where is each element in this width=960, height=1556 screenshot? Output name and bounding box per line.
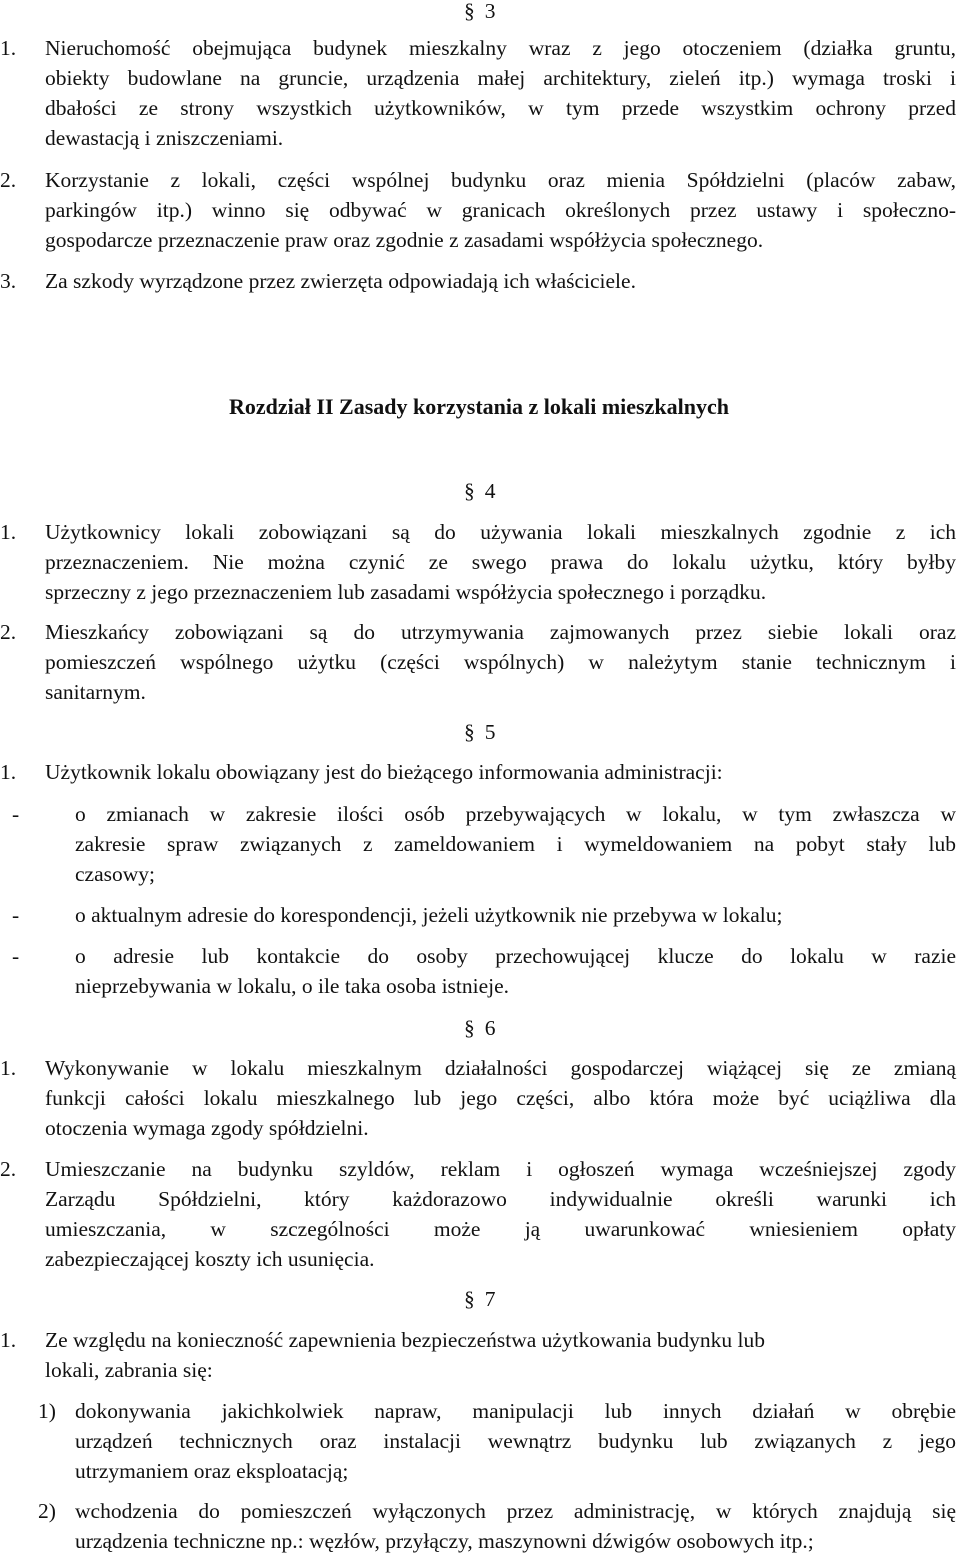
item-number: 2.	[0, 1157, 17, 1181]
text-line: o adresie lub kontakcie do osoby przechowującej klucze do lokalu w razie	[75, 944, 956, 968]
section-symbol: §	[464, 1016, 475, 1040]
text-line: gospodarcze przeznaczenie praw oraz zgodnie z zasadami współżycia społecznego.	[45, 228, 764, 252]
text-line: funkcji całości lokalu mieszkalnego lub jego części, albo która może być uciążliwa dla	[45, 1086, 956, 1110]
section-number: 3	[484, 0, 496, 23]
text-line: Użytkownicy lokali zobowiązani są do używania lokali mieszkalnych zgodnie z ich	[45, 520, 956, 544]
text-line: Ze względu na konieczność zapewnienia bezpieczeństwa użytkowania budynku lub	[45, 1328, 765, 1352]
text-line: urządzenia techniczne np.: węzłów, przyłączy, maszynowni dźwigów osobowych itp.;	[75, 1529, 814, 1553]
section-symbol: §	[464, 0, 475, 23]
text-line: przeznaczeniem. Nie można czynić ze swego prawa do lokalu użytku, który byłby	[45, 550, 956, 574]
section-symbol: §	[464, 1287, 475, 1311]
section-heading-4	[464, 476, 496, 506]
item-number: 2.	[0, 620, 17, 644]
item-number: 1.	[0, 1056, 17, 1080]
text-line: Wykonywanie w lokalu mieszkalnym działalności gospodarczej wiążącej się ze zmianą	[45, 1056, 956, 1080]
section-heading-5	[464, 717, 496, 747]
section-number: 4	[484, 479, 496, 503]
section-symbol: §	[464, 720, 475, 744]
dash-bullet: -	[12, 802, 20, 826]
text-line: sanitarnym.	[45, 680, 146, 704]
dash-bullet: -	[12, 944, 20, 968]
text-line: obiekty budowlane na gruncie, urządzenia małej architektury, zieleń itp.) wymaga troski i	[45, 66, 956, 90]
text-line: dbałości ze strony wszystkich użytkowników, w tym przede wszystkim ochrony przed	[45, 96, 956, 120]
chapter-heading: Rozdział II Zasady korzystania z lokali mieszkalnych	[229, 394, 729, 419]
text-line: dokonywania jakichkolwiek napraw, manipulacji lub innych działań w obrębie	[75, 1399, 956, 1423]
text-line: Użytkownik lokalu obowiązany jest do bieżącego informowania administracji:	[45, 760, 723, 784]
section-symbol: §	[464, 479, 475, 503]
text-line: Za szkody wyrządzone przez zwierzęta odpowiadają ich właściciele.	[45, 269, 636, 293]
text-line: wchodzenia do pomieszczeń wyłączonych przez administrację, w których znajdują się	[75, 1499, 956, 1523]
text-line: dewastacją i zniszczeniami.	[45, 126, 284, 150]
section-number: 7	[484, 1287, 496, 1311]
item-number: 1.	[0, 1328, 17, 1352]
text-line: czasowy;	[75, 862, 155, 886]
section-number: 6	[484, 1016, 496, 1040]
text-line: Umieszczanie na budynku szyldów, reklam i ogłoszeń wymaga wcześniejszej zgody	[45, 1157, 956, 1181]
dash-bullet: -	[12, 903, 20, 927]
section-heading-7	[464, 1284, 496, 1314]
text-line: Mieszkańcy zobowiązani są do utrzymywania zajmowanych przez siebie lokali oraz	[45, 620, 956, 644]
text-line: Nieruchomość obejmująca budynek mieszkalny wraz z jego otoczeniem (działka gruntu,	[45, 36, 956, 60]
text-line: sprzeczny z jego przeznaczeniem lub zasadami współżycia społecznego i porządku.	[45, 580, 767, 604]
item-number: 3.	[0, 269, 17, 293]
text-line: lokali, zabrania się:	[45, 1358, 213, 1382]
text-line: Korzystanie z lokali, części wspólnej budynku oraz mienia Spółdzielni (placów zabaw,	[45, 168, 956, 192]
text-line: urządzeń technicznych oraz instalacji wewnątrz budynku lub związanych z jego	[75, 1429, 956, 1453]
text-line: zabezpieczającej koszty ich usunięcia.	[45, 1247, 375, 1271]
text-line: o zmianach w zakresie ilości osób przebywających w lokalu, w tym zwłaszcza w	[75, 802, 956, 826]
text-line: o aktualnym adresie do korespondencji, jeżeli użytkownik nie przebywa w lokalu;	[75, 903, 783, 927]
item-number: 2)	[38, 1499, 56, 1523]
section-heading-6	[464, 1013, 496, 1043]
item-number: 1.	[0, 520, 17, 544]
item-number: 1.	[0, 36, 17, 60]
item-number: 2.	[0, 168, 17, 192]
text-line: otoczenia wymaga zgody spółdzielni.	[45, 1116, 369, 1140]
text-line: umieszczania, w szczególności może ją uwarunkować wniesieniem opłaty	[45, 1217, 956, 1241]
text-line: Zarządu Spółdzielni, który każdorazowo indywidualnie określi warunki ich	[45, 1187, 956, 1211]
text-line: zakresie spraw związanych z zameldowaniem i wymeldowaniem na pobyt stały lub	[75, 832, 956, 856]
text-line: utrzymaniem oraz eksploatacją;	[75, 1459, 349, 1483]
section-heading-3	[464, 0, 496, 26]
text-line: parkingów itp.) winno się odbywać w granicach określonych przez ustawy i społeczno-	[45, 198, 956, 222]
item-number: 1.	[0, 760, 17, 784]
text-line: pomieszczeń wspólnego użytku (części wspólnych) w należytym stanie technicznym i	[45, 650, 956, 674]
item-number: 1)	[38, 1399, 56, 1423]
text-line: nieprzebywania w lokalu, o ile taka osoba istnieje.	[75, 974, 510, 998]
section-number: 5	[484, 720, 496, 744]
